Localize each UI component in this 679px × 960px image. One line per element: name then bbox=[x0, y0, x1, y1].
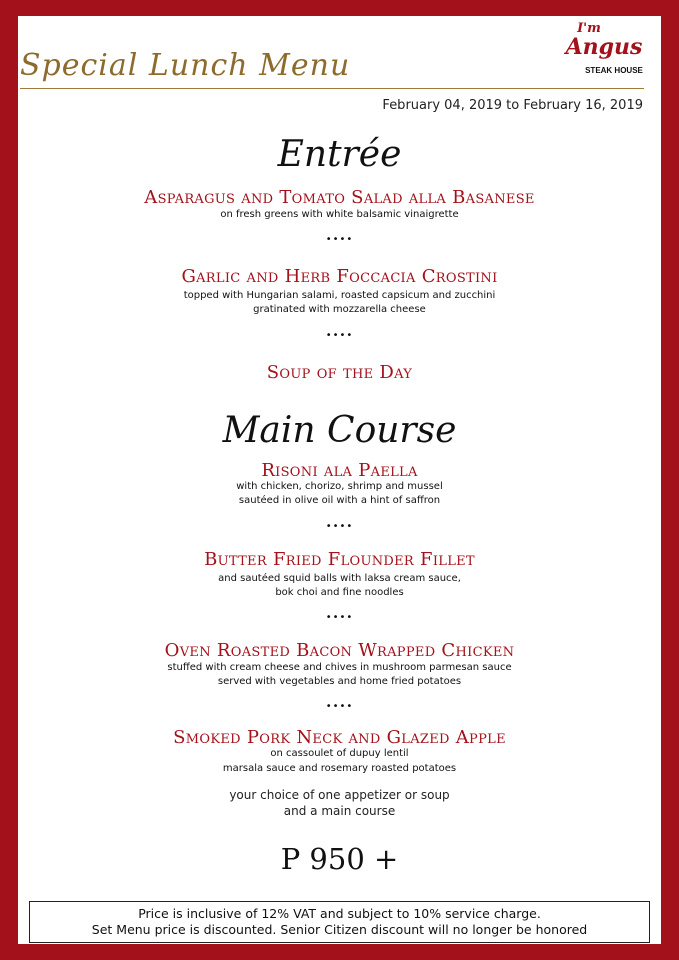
separator-dots: •••• bbox=[325, 612, 354, 623]
dish-name: Oven Roasted Bacon Wrapped Chicken bbox=[164, 640, 515, 661]
section-title-main-course: Main Course bbox=[222, 410, 457, 451]
dish-description: bok choi and fine noodles bbox=[275, 587, 404, 598]
logo-line2: Angus bbox=[565, 34, 643, 60]
logo-line1: I'm bbox=[577, 21, 601, 36]
dish-description: topped with Hungarian salami, roasted capsicum and zucchini bbox=[183, 290, 496, 301]
dish-name: Asparagus and Tomato Salad alla Basanese bbox=[144, 187, 535, 208]
set-menu-price: P 950 + bbox=[280, 842, 399, 876]
dish-name: Soup of the Day bbox=[266, 362, 413, 383]
dish-name: Risoni ala Paella bbox=[261, 460, 418, 481]
dish-description: on fresh greens with white balsamic vinaigrette bbox=[220, 209, 459, 220]
dish-description: sautéed in olive oil with a hint of saffron bbox=[238, 495, 441, 506]
separator-dots: •••• bbox=[325, 234, 354, 245]
dish-description: with chicken, chorizo, shrimp and mussel bbox=[236, 481, 443, 492]
dish-description: gratinated with mozzarella cheese bbox=[253, 304, 426, 315]
section-title-entree: Entrée bbox=[277, 134, 402, 175]
separator-dots: •••• bbox=[325, 521, 354, 532]
dish-description: on cassoulet of dupuy lentil bbox=[270, 748, 409, 759]
restaurant-logo bbox=[556, 22, 652, 92]
dish-name: Garlic and Herb Foccacia Crostini bbox=[181, 266, 498, 287]
choice-note: your choice of one appetizer or soup bbox=[229, 788, 450, 802]
logo-subtitle: STEAK HOUSE bbox=[585, 66, 643, 75]
dish-name: Butter Fried Flounder Fillet bbox=[204, 549, 475, 570]
notice-line: Price is inclusive of 12% VAT and subject to 10% service charge. bbox=[138, 906, 541, 921]
notice-line: Set Menu price is discounted. Senior Citizen discount will no longer be honored bbox=[91, 922, 588, 937]
date-range: February 04, 2019 to February 16, 2019 bbox=[382, 98, 643, 113]
dish-description: stuffed with cream cheese and chives in mushroom parmesan sauce bbox=[167, 662, 512, 673]
choice-note: and a main course bbox=[283, 804, 396, 818]
pricing-notice-box bbox=[29, 901, 650, 943]
separator-dots: •••• bbox=[325, 701, 354, 712]
dish-description: and sautéed squid balls with laksa cream sauce, bbox=[218, 573, 461, 584]
dish-description: served with vegetables and home fried potatoes bbox=[217, 676, 462, 687]
separator-dots: •••• bbox=[325, 330, 354, 341]
dish-description: marsala sauce and rosemary roasted potatoes bbox=[222, 763, 457, 774]
menu-title: Special Lunch Menu bbox=[20, 48, 351, 83]
dish-name: Smoked Pork Neck and Glazed Apple bbox=[173, 727, 506, 748]
header-divider bbox=[20, 88, 644, 89]
